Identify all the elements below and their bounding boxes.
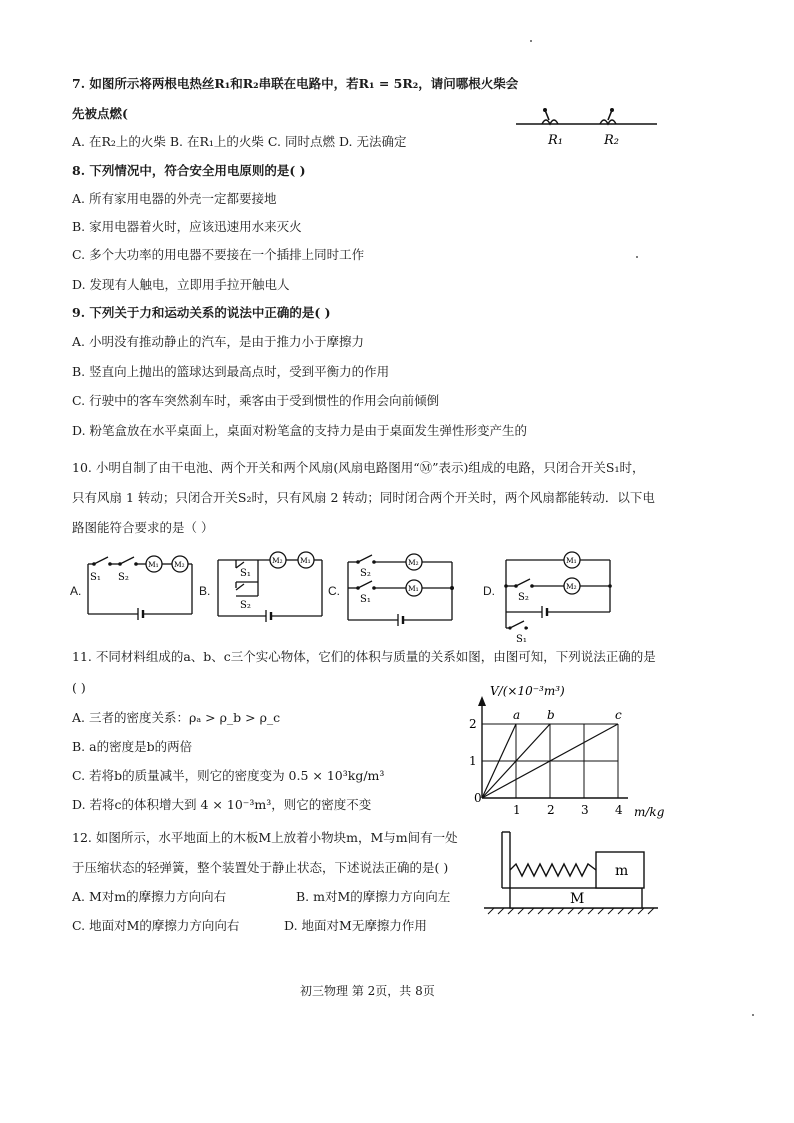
q9-option-b: B. 竖直向上抛出的篮球达到最高点时，受到平衡力的作用 [72, 364, 390, 379]
circuit-a-s1: S₁ [90, 572, 101, 583]
circuit-a-label: A. [70, 584, 82, 598]
circuit-a-m2: M₂ [174, 560, 185, 569]
q12-option-c: C. 地面对M的摩擦力方向向右 [72, 918, 240, 933]
circuit-a-m1: M₁ [148, 560, 159, 569]
circuit-b-s1: S₁ [240, 568, 251, 579]
circuit-d-label: D. [483, 584, 495, 598]
page-footer: 初三物理 第 2页，共 8页 [300, 984, 435, 998]
chart-x-tick-label: 3 [581, 803, 589, 817]
circuit-d-m2: M₂ [566, 582, 577, 591]
q8-option-b: B. 家用电器着火时，应该迅速用水来灭火 [72, 219, 302, 234]
circuit-d-s1: S₁ [516, 634, 527, 645]
q9-option-c: C. 行驶中的客车突然刹车时，乘客由于受到惯性的作用会向前倾倒 [72, 393, 440, 408]
q8-option-d: D. 发现有人触电，立即用手拉开触电人 [72, 277, 290, 292]
circuit-c-diagram [344, 548, 458, 626]
chart-y-tick-label: 1 [469, 754, 477, 768]
board-label: M [570, 891, 585, 907]
circuit-c-s1: S₁ [360, 594, 371, 605]
chart-xlabel: m/kg [634, 805, 665, 819]
q12-option-a: A. M对m的摩擦力方向向右 [72, 889, 227, 904]
chart-y-axis-arrow [478, 696, 486, 706]
q11-option-b: B. a的密度是b的两倍 [72, 739, 193, 754]
q11-stem-line1: 11. 不同材料组成的a、b、c三个实心物体，它们的体积与质量的关系如图，由图可知，下列说法正确的是 [72, 649, 656, 664]
q10-stem-line1: 10. 小明自制了由干电池、两个开关和两个风扇(风扇电路图用“Ⓜ”表示)组成的电路，只闭合开关S₁时， [72, 460, 645, 475]
chart-y-tick-label: 2 [469, 717, 477, 731]
q12-stem-line1: 12. 如图所示，水平地面上的木板M上放着小物块m，M与m间有一处 [72, 830, 458, 845]
circuit-c-m1: M₁ [408, 584, 419, 593]
circuit-b-label: B. [199, 584, 211, 598]
chart-ylabel: V/(×10⁻³m³) [490, 684, 565, 698]
q9-option-d: D. 粉笔盒放在水平桌面上，桌面对粉笔盒的支持力是由于桌面发生弹性形变产生的 [72, 423, 528, 438]
q10-stem-line2: 只有风扇 1 转动；只闭合开关S₂时，只有风扇 2 转动；同时闭合两个开关时，两个风扇都能转动．以下电 [72, 490, 655, 505]
density-chart [462, 680, 672, 820]
q9-stem: 9. 下列关于力和运动关系的说法中正确的是( ) [72, 305, 331, 320]
spring-block-figure [482, 828, 660, 914]
chart-series-label-c: c [615, 708, 622, 722]
q11-option-a: A. 三者的密度关系：ρₐ > ρ_b > ρ_c [72, 710, 281, 725]
chart-origin-label: 0 [474, 791, 482, 805]
circuit-c-s2: S₂ [360, 568, 371, 579]
circuit-d-diagram [498, 550, 618, 645]
circuit-a-diagram [86, 548, 196, 624]
scan-speck [752, 1014, 754, 1016]
q12-option-d: D. 地面对M无摩擦力作用 [284, 918, 427, 933]
scan-speck [530, 40, 532, 42]
q11-option-d: D. 若将c的体积增大到 4 × 10⁻³m³，则它的密度不变 [72, 797, 372, 812]
circuit-a-s2: S₂ [118, 572, 129, 583]
q12-option-b: B. m对M的摩擦力方向向左 [296, 889, 451, 904]
q12-stem-line2: 于压缩状态的轻弹簧，整个装置处于静止状态，下述说法正确的是( ) [72, 860, 449, 875]
circuit-b-m2: M₂ [272, 556, 283, 565]
chart-series-label-a: a [513, 708, 521, 722]
small-block-label: m [615, 863, 629, 879]
q9-option-a: A. 小明没有推动静止的汽车，是由于推力小于摩擦力 [72, 334, 364, 349]
circuit-b-s2: S₂ [240, 600, 251, 611]
q11-option-c: C. 若将b的质量减半，则它的密度变为 0.5 × 10³kg/m³ [72, 768, 385, 783]
chart-series-label-b: b [547, 708, 555, 722]
q8-option-c: C. 多个大功率的用电器不要接在一个插排上同时工作 [72, 247, 365, 262]
circuit-d-s2: S₂ [518, 592, 529, 603]
q11-stem-line2: ( ) [72, 680, 86, 695]
q8-stem: 8. 下列情况中，符合安全用电原则的是( ) [72, 163, 306, 178]
circuit-b-m1: M₁ [300, 556, 311, 565]
r1-label: R₁ [548, 133, 563, 148]
q7-options: A. 在R₂上的火柴 B. 在R₁上的火柴 C. 同时点燃 D. 无法确定 [72, 134, 407, 149]
chart-x-tick-label: 1 [513, 803, 521, 817]
chart-x-tick-label: 4 [615, 803, 623, 817]
circuit-b-diagram [214, 546, 326, 626]
q7-figure-series-wires [512, 108, 662, 152]
scan-speck [636, 256, 638, 258]
r2-label: R₂ [604, 133, 619, 148]
q7-stem-line1: 7. 如图所示将两根电热丝R₁和R₂串联在电路中，若R₁ = 5R₂，请问哪根火柴会 [72, 76, 519, 91]
circuit-d-m1: M₁ [566, 556, 577, 565]
q10-stem-line3: 路图能符合要求的是（ ） [72, 520, 214, 535]
q7-stem-line2: 先被点燃( [72, 106, 128, 121]
circuit-c-m2: M₂ [408, 558, 419, 567]
circuit-c-label: C. [328, 584, 340, 598]
q8-option-a: A. 所有家用电器的外壳一定都要接地 [72, 191, 277, 206]
chart-x-tick-label: 2 [547, 803, 555, 817]
